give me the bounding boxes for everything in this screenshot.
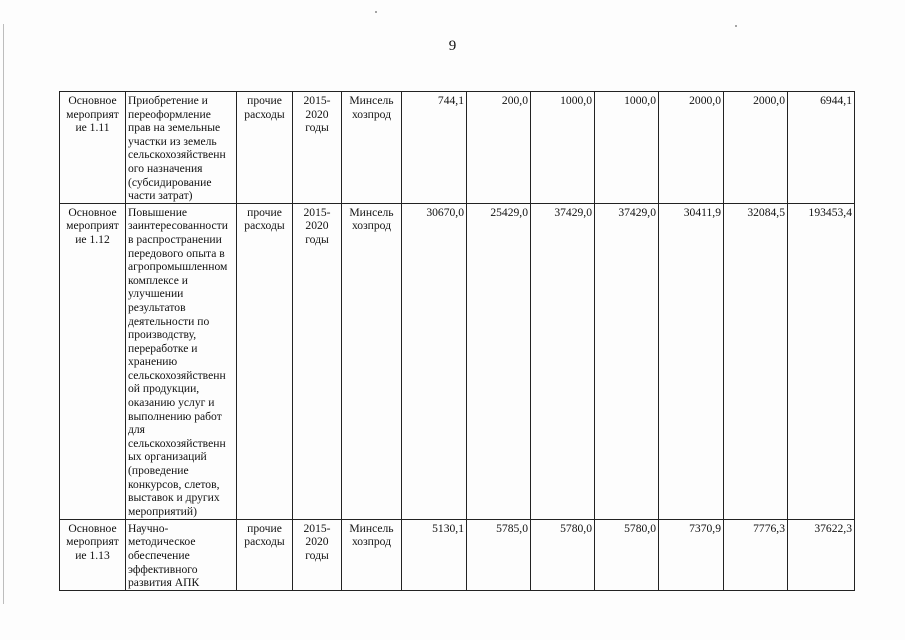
executor-cell: Минсель хозпрод <box>342 92 402 204</box>
value-cell: 30411,9 <box>659 203 724 519</box>
value-cell: 2000,0 <box>659 92 724 204</box>
executor-cell: Минсель хозпрод <box>342 519 402 590</box>
value-cell: 7370,9 <box>659 519 724 590</box>
description-cell: Приобретение и переоформление прав на земельные участки из земель сельскохозяйственн ого назначения (субсидирование части затрат) <box>126 92 237 204</box>
value-cell: 5780,0 <box>595 519 659 590</box>
value-cell: 25429,0 <box>467 203 531 519</box>
total-cell: 37622,3 <box>788 519 855 590</box>
event-cell: Основное мероприят ие 1.13 <box>60 519 126 590</box>
value-cell: 1000,0 <box>595 92 659 204</box>
value-cell: 7776,3 <box>724 519 788 590</box>
value-cell: 32084,5 <box>724 203 788 519</box>
value-cell: 200,0 <box>467 92 531 204</box>
value-cell: 2000,0 <box>724 92 788 204</box>
event-cell: Основное мероприят ие 1.11 <box>60 92 126 204</box>
value-cell: 5780,0 <box>531 519 595 590</box>
table-row <box>60 92 855 204</box>
value-cell: 1000,0 <box>531 92 595 204</box>
value-cell: 37429,0 <box>595 203 659 519</box>
value-cell: 30670,0 <box>402 203 467 519</box>
value-cell: 37429,0 <box>531 203 595 519</box>
table-row <box>60 203 855 519</box>
expense-type-cell: прочие расходы <box>237 203 293 519</box>
expense-type-cell: прочие расходы <box>237 519 293 590</box>
scan-speck <box>735 25 737 27</box>
value-cell: 5130,1 <box>402 519 467 590</box>
period-cell: 2015-2020 годы <box>293 92 342 204</box>
page-number: 9 <box>448 38 457 54</box>
period-cell: 2015-2020 годы <box>293 519 342 590</box>
budget-table <box>59 91 855 591</box>
description-cell: Научно-методическое обеспечение эффективного развития АПК <box>126 519 237 590</box>
scan-edge-line <box>3 24 4 604</box>
table-row <box>60 519 855 590</box>
period-cell: 2015-2020 годы <box>293 203 342 519</box>
total-cell: 6944,1 <box>788 92 855 204</box>
scan-speck <box>375 11 377 13</box>
event-cell: Основное мероприят ие 1.12 <box>60 203 126 519</box>
expense-type-cell: прочие расходы <box>237 92 293 204</box>
total-cell: 193453,4 <box>788 203 855 519</box>
executor-cell: Минсель хозпрод <box>342 203 402 519</box>
value-cell: 5785,0 <box>467 519 531 590</box>
description-cell: Повышение заинтересованности в распространении передового опыта в агропромышленном комплексе и улучшении результатов деятельности по производству, переработке и хранению сельскохозяйственн ой продукции, оказанию услуг и выполнению работ для сельскохозяйственн ых организаций (проведение конкурсов, слетов, выставок и других мероприятий) <box>126 203 237 519</box>
value-cell: 744,1 <box>402 92 467 204</box>
